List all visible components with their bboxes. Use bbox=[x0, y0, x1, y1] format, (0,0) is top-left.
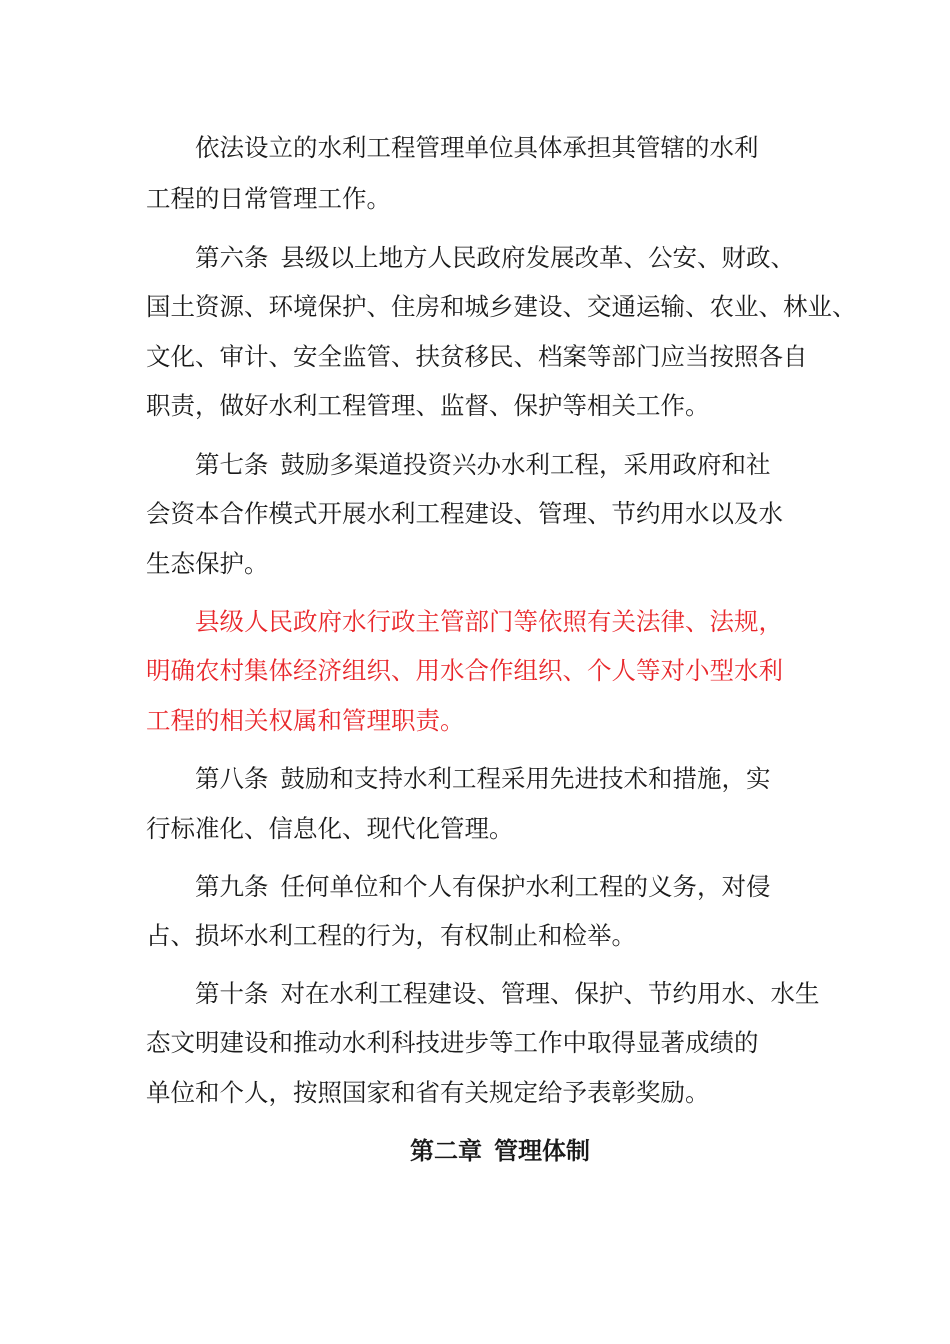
paragraph-line: 占、损坏水利工程的行为，有权制止和检举。 bbox=[146, 921, 636, 950]
article-text: 县级以上地方人民政府发展改革、公安、财政、 bbox=[280, 243, 795, 272]
paragraph-line: 行标准化、信息化、现代化管理。 bbox=[146, 814, 514, 843]
paragraph-line: 工程的日常管理工作。 bbox=[146, 184, 391, 213]
paragraph-line: 职责，做好水利工程管理、监督、保护等相关工作。 bbox=[146, 391, 710, 420]
paragraph-line: 国土资源、环境保护、住房和城乡建设、交通运输、农业、林业、 bbox=[146, 292, 857, 321]
highlighted-paragraph-line: 工程的相关权属和管理职责。 bbox=[146, 706, 465, 735]
article-text: 任何单位和个人有保护水利工程的义务，对侵 bbox=[280, 872, 771, 901]
highlighted-paragraph-line: 县级人民政府水行政主管部门等依照有关法律、法规， bbox=[195, 607, 783, 636]
article-number: 第六条 bbox=[195, 243, 269, 272]
article-6-line bbox=[195, 243, 795, 273]
paragraph-line: 态文明建设和推动水利科技进步等工作中取得显著成绩的 bbox=[146, 1028, 759, 1057]
chapter-heading bbox=[0, 1136, 950, 1166]
paragraph-line: 会资本合作模式开展水利工程建设、管理、节约用水以及水 bbox=[146, 499, 783, 528]
article-9-line bbox=[195, 872, 771, 902]
highlighted-paragraph-line: 明确农村集体经济组织、用水合作组织、个人等对小型水利 bbox=[146, 656, 783, 685]
paragraph-line: 依法设立的水利工程管理单位具体承担其管辖的水利 bbox=[195, 133, 759, 162]
paragraph-line: 文化、审计、安全监管、扶贫移民、档案等部门应当按照各自 bbox=[146, 342, 808, 371]
paragraph-line: 生态保护。 bbox=[146, 549, 269, 578]
article-text: 鼓励和支持水利工程采用先进技术和措施，实 bbox=[280, 764, 771, 793]
article-number: 第七条 bbox=[195, 450, 269, 479]
chapter-title: 管理体制 bbox=[494, 1137, 590, 1165]
chapter-number: 第二章 bbox=[410, 1137, 482, 1165]
article-text: 对在水利工程建设、管理、保护、节约用水、水生 bbox=[280, 979, 820, 1008]
paragraph-line: 单位和个人，按照国家和省有关规定给予表彰奖励。 bbox=[146, 1078, 710, 1107]
article-8-line bbox=[195, 764, 771, 794]
article-10-line bbox=[195, 979, 820, 1009]
article-7-line bbox=[195, 450, 771, 480]
article-number: 第九条 bbox=[195, 872, 269, 901]
article-text: 鼓励多渠道投资兴办水利工程，采用政府和社 bbox=[280, 450, 771, 479]
article-number: 第八条 bbox=[195, 764, 269, 793]
article-number: 第十条 bbox=[195, 979, 269, 1008]
